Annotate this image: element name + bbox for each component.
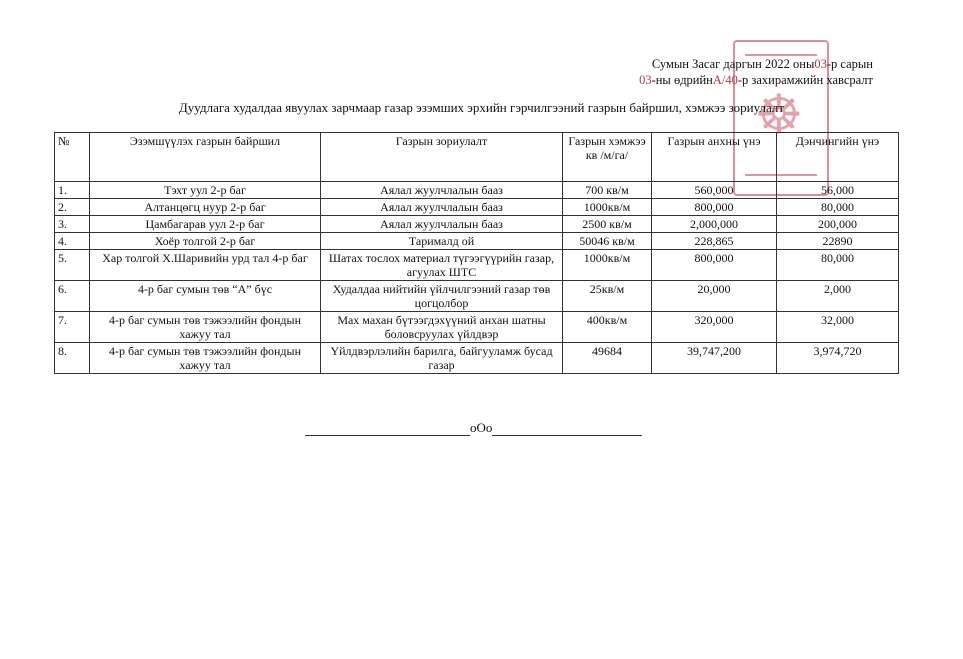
footer-rule-left: [305, 425, 470, 436]
cell-purpose: Мах махан бүтээгдэхүүний анхан шатны боловсруулах үйлдвэр: [321, 312, 563, 343]
cell-initial-price: 320,000: [652, 312, 777, 343]
cell-deposit: 3,974,720: [777, 343, 899, 374]
cell-deposit: 56,000: [777, 182, 899, 199]
cell-initial-price: 2,000,000: [652, 216, 777, 233]
cell-number: 4.: [55, 233, 90, 250]
attachment-note-line-1: [639, 56, 873, 72]
end-of-document-mark: [305, 420, 642, 436]
cell-initial-price: 560,000: [652, 182, 777, 199]
cell-size: 50046 кв/м: [563, 233, 652, 250]
footer-rule-right: [492, 425, 642, 436]
col-deposit: Дэнчингийн үнэ: [777, 133, 899, 182]
table-row: [55, 182, 899, 199]
cell-location: Алтанцөгц нуур 2-р баг: [90, 199, 321, 216]
cell-purpose: Шатах тослох материал түгээгүүрийн газар, агуулах ШТС: [321, 250, 563, 281]
cell-location: Хар толгой Х.Шаривийн урд тал 4-р баг: [90, 250, 321, 281]
cell-purpose: Үйлдвэрлэлийн барилга, байгууламж бусад газар: [321, 343, 563, 374]
cell-location: Тэхт уул 2-р баг: [90, 182, 321, 199]
cell-location: 4-р баг сумын төв тэжээлийн фондын хажуу тал: [90, 343, 321, 374]
table-row: [55, 233, 899, 250]
cell-purpose: Тарималд ой: [321, 233, 563, 250]
cell-size: 700 кв/м: [563, 182, 652, 199]
table-row: [55, 199, 899, 216]
cell-initial-price: 39,747,200: [652, 343, 777, 374]
note-text: -р захирамжийн хавсралт: [737, 73, 873, 87]
attachment-note-line-2: [639, 72, 873, 88]
cell-purpose: Аялал жуулчлалын бааз: [321, 216, 563, 233]
cell-size: 49684: [563, 343, 652, 374]
cell-number: 7.: [55, 312, 90, 343]
cell-number: 5.: [55, 250, 90, 281]
col-purpose: Газрын зориулалт: [321, 133, 563, 182]
cell-initial-price: 228,865: [652, 233, 777, 250]
col-location: Эзэмшүүлэх газрын байршил: [90, 133, 321, 182]
note-day: 03: [639, 73, 652, 87]
table-row: [55, 250, 899, 281]
cell-deposit: 80,000: [777, 199, 899, 216]
cell-size: 1000кв/м: [563, 250, 652, 281]
soyombo-seal-icon: ☸: [754, 85, 804, 145]
cell-number: 1.: [55, 182, 90, 199]
cell-number: 2.: [55, 199, 90, 216]
cell-purpose: Аялал жуулчлалын бааз: [321, 182, 563, 199]
table-row: [55, 281, 899, 312]
cell-initial-price: 800,000: [652, 250, 777, 281]
cell-deposit: 200,000: [777, 216, 899, 233]
cell-size: 400кв/м: [563, 312, 652, 343]
cell-size: 2500 кв/м: [563, 216, 652, 233]
table-header-row: [55, 133, 899, 182]
cell-size: 25кв/м: [563, 281, 652, 312]
cell-number: 8.: [55, 343, 90, 374]
note-text: Сумын Засаг даргын 2022 оны: [651, 57, 815, 71]
cell-location: 4-р баг сумын төв тэжээлийн фондын хажуу тал: [90, 312, 321, 343]
table-row: [55, 312, 899, 343]
footer-ornament: oOo: [470, 420, 493, 435]
cell-location: Цамбагарав уул 2-р баг: [90, 216, 321, 233]
attachment-note: [639, 56, 873, 88]
cell-size: 1000кв/м: [563, 199, 652, 216]
document-title: Дуудлага худалдаа явуулах зарчмаар газар эзэмших эрхийн гэрчилгээний газрын байршил, хэмжээ зориулалт: [178, 100, 785, 115]
col-number: №: [55, 133, 90, 182]
cell-initial-price: 20,000: [652, 281, 777, 312]
col-size: Газрын хэмжээ кв /м/га/: [563, 133, 652, 182]
note-month: 03: [814, 57, 827, 71]
cell-purpose: Худалдаа нийтийн үйлчилгээний газар төв цогцолбор: [321, 281, 563, 312]
cell-number: 6.: [55, 281, 90, 312]
table-row: [55, 216, 899, 233]
cell-deposit: 80,000: [777, 250, 899, 281]
table-row: [55, 343, 899, 374]
cell-deposit: 22890: [777, 233, 899, 250]
cell-deposit: 32,000: [777, 312, 899, 343]
note-text: -ны өдрийн: [651, 73, 713, 87]
cell-initial-price: 800,000: [652, 199, 777, 216]
cell-location: Хоёр толгой 2-р баг: [90, 233, 321, 250]
note-text: -р сарын: [826, 57, 873, 71]
note-order-number: А/40: [712, 73, 738, 87]
cell-purpose: Аялал жуулчлалын бааз: [321, 199, 563, 216]
cell-location: 4-р баг сумын төв “А” бүс: [90, 281, 321, 312]
cell-number: 3.: [55, 216, 90, 233]
land-parcel-table: [54, 132, 899, 374]
cell-deposit: 2,000: [777, 281, 899, 312]
col-initial-price: Газрын анхны үнэ: [652, 133, 777, 182]
